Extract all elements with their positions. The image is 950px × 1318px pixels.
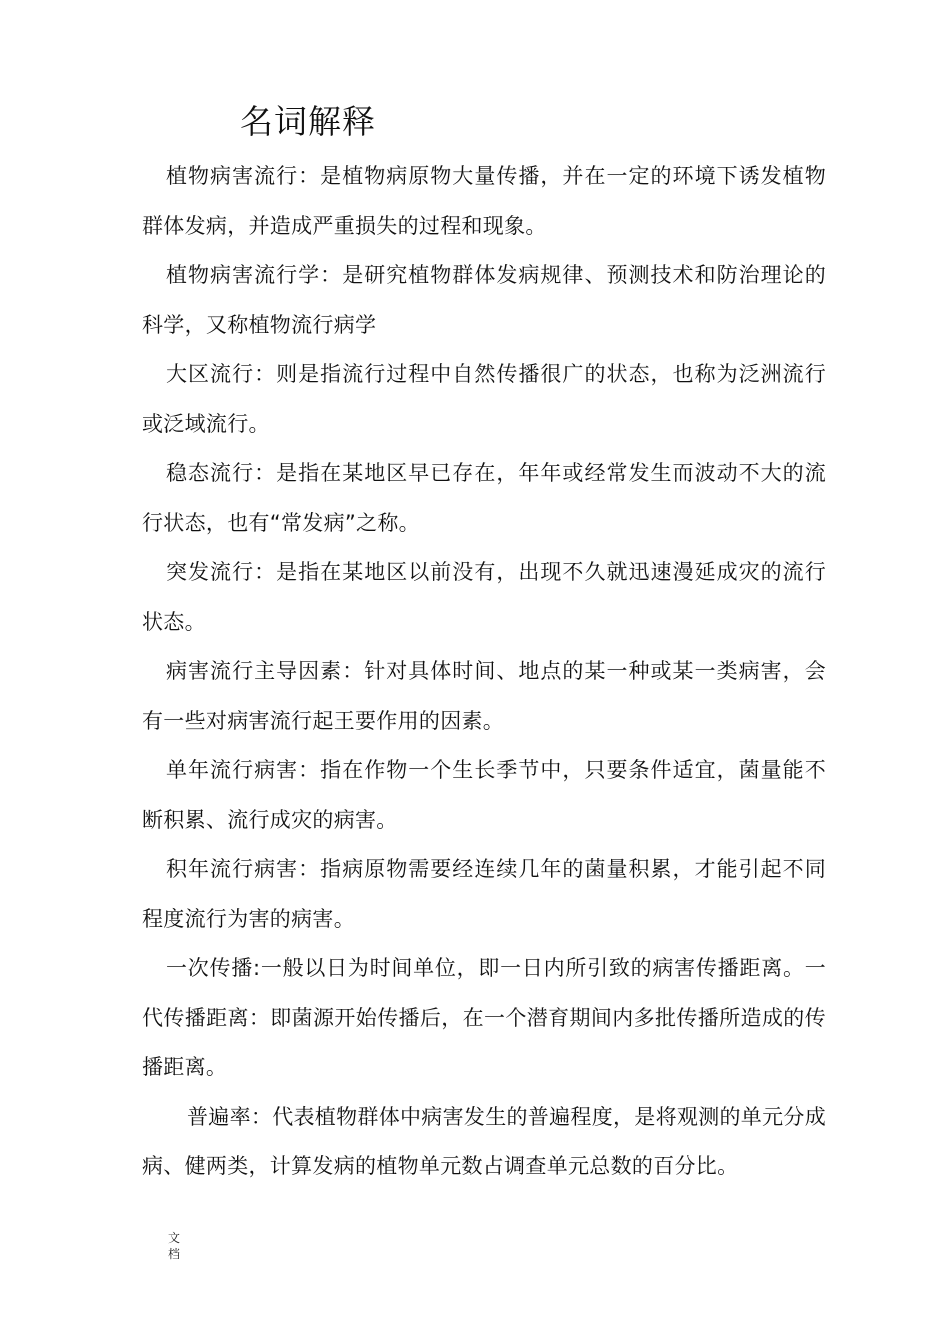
- definition-paragraph: 单年流行病害：指在作物一个生长季节中，只要条件适宜，菌量能不断积累、流行成灾的病害。: [142, 758, 826, 832]
- definition-paragraph: 积年流行病害：指病原物需要经连续几年的菌量积累，才能引起不同程度流行为害的病害。: [142, 857, 826, 931]
- definition-paragraph: 大区流行：则是指流行过程中自然传播很广的状态，也称为泛洲流行或泛域流行。: [142, 362, 826, 436]
- document-body: [142, 152, 826, 1192]
- definition-paragraph: 一次传播:一般以日为时间单位，即一日内所引致的病害传播距离。一代传播距离：即菌源开始传播后，在一个潜育期间内多批传播所造成的传播距离。: [142, 956, 826, 1079]
- definition-paragraph: 普遍率：代表植物群体中病害发生的普遍程度，是将观测的单元分成病、健两类，计算发病的植物单元数占调查单元总数的百分比。: [142, 1104, 826, 1178]
- page-title: 名词解释: [240, 102, 376, 141]
- definition-paragraph: 植物病害流行：是植物病原物大量传播，并在一定的环境下诱发植物群体发病，并造成严重损失的过程和现象。: [142, 164, 826, 238]
- definition-paragraph: 稳态流行：是指在某地区早已存在，年年或经常发生而波动不大的流行状态，也有“常发病”之称。: [142, 461, 826, 535]
- definition-paragraph: 病害流行主导因素：针对具体时间、地点的某一种或某一类病害，会有一些对病害流行起王要作用的因素。: [142, 659, 826, 733]
- page-footer-label: 文档: [167, 1231, 180, 1261]
- definition-paragraph: 植物病害流行学：是研究植物群体发病规律、预测技术和防治理论的科学，又称植物流行病学: [142, 263, 826, 337]
- definition-paragraph: 突发流行：是指在某地区以前没有，出现不久就迅速漫延成灾的流行状态。: [142, 560, 826, 634]
